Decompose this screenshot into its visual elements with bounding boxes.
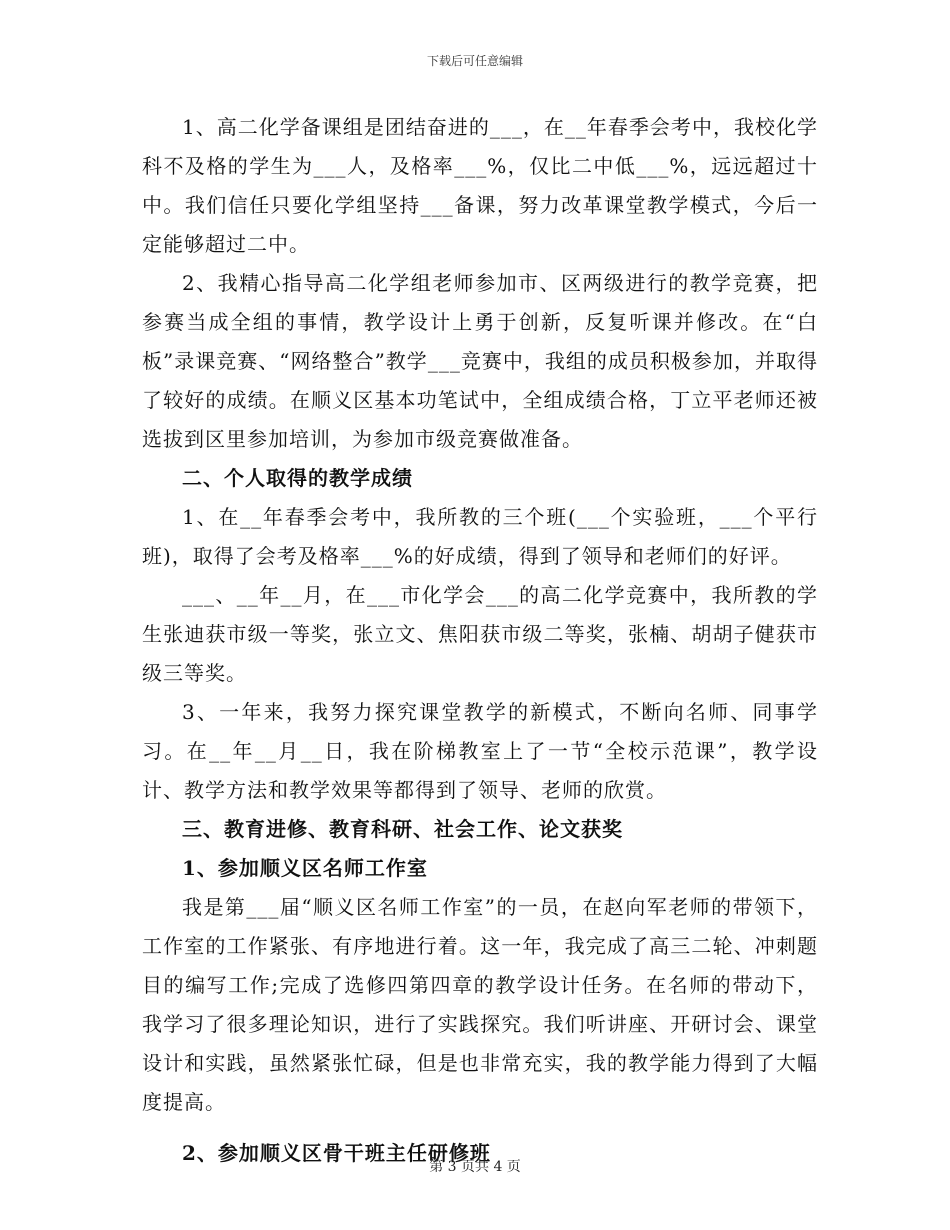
- section-heading-education-research: 三、教育进修、教育科研、社会工作、论文获奖: [182, 817, 623, 841]
- document-body: [142, 108, 818, 1173]
- paragraph-studio-work: 我是第___届“顺义区名师工作室”的一员，在赵向军老师的带领下，工作室的工作紧张、有序地进行着。这一年，我完成了高三二轮、冲刺题目的编写工作;完成了选修四第四章的教学设计任务。在名师的带动下，我学习了很多理论知识，进行了实践探究。我们听讲座、开研讨会、课堂设计和实践，虽然紧张忙碌，但是也非常充实，我的教学能力得到了大幅度提高。: [142, 895, 818, 1114]
- subheading-master-teacher-studio: 1、参加顺义区名师工作室: [182, 856, 428, 880]
- paragraph-teaching-competition: 2、我精心指导高二化学组老师参加市、区两级进行的教学竞赛，把参赛当成全组的事情，教学设计上勇于创新，反复听课并修改。在“白板”录课竞赛、“网络整合”教学___竞赛中，我组的成员积极参加，并取得了较好的成绩。在顺义区基本功笔试中，全组成绩合格，丁立平老师还被选拔到区里参加培训，为参加市级竞赛做准备。: [142, 271, 818, 451]
- paragraph-exam-results: 1、在__年春季会考中，我所教的三个班(___个实验班，___个平行班)，取得了会考及格率___%的好成绩，得到了领导和老师们的好评。: [142, 505, 818, 568]
- paragraph-chemistry-contest: ___、__年__月，在___市化学会___的高二化学竞赛中，我所教的学生张迪获市级一等奖，张立文、焦阳获市级二等奖，张楠、胡胡子健获市级三等奖。: [142, 583, 818, 685]
- page-footer: 第 3 页共 4 页: [429, 1159, 521, 1175]
- paragraph-team-achievement: 1、高二化学备课组是团结奋进的___，在__年春季会考中，我校化学科不及格的学生为___人，及格率___%，仅比二中低___%，远远超过十中。我们信任只要化学组坚持___备课，努力改革课堂教学模式，今后一定能够超过二中。: [142, 115, 818, 256]
- subheading-head-teacher-class: 2、参加顺义区骨干班主任研修班: [182, 1141, 491, 1165]
- page-header: 下载后可任意编辑: [426, 54, 523, 68]
- section-heading-personal-results: 二、个人取得的教学成绩: [182, 466, 413, 490]
- paragraph-demo-lesson: 3、一年来，我努力探究课堂教学的新模式，不断向名师、同事学习。在__年__月__日，我在阶梯教室上了一节“全校示范课”，教学设计、教学方法和教学效果等都得到了领导、老师的欣赏。: [142, 700, 818, 802]
